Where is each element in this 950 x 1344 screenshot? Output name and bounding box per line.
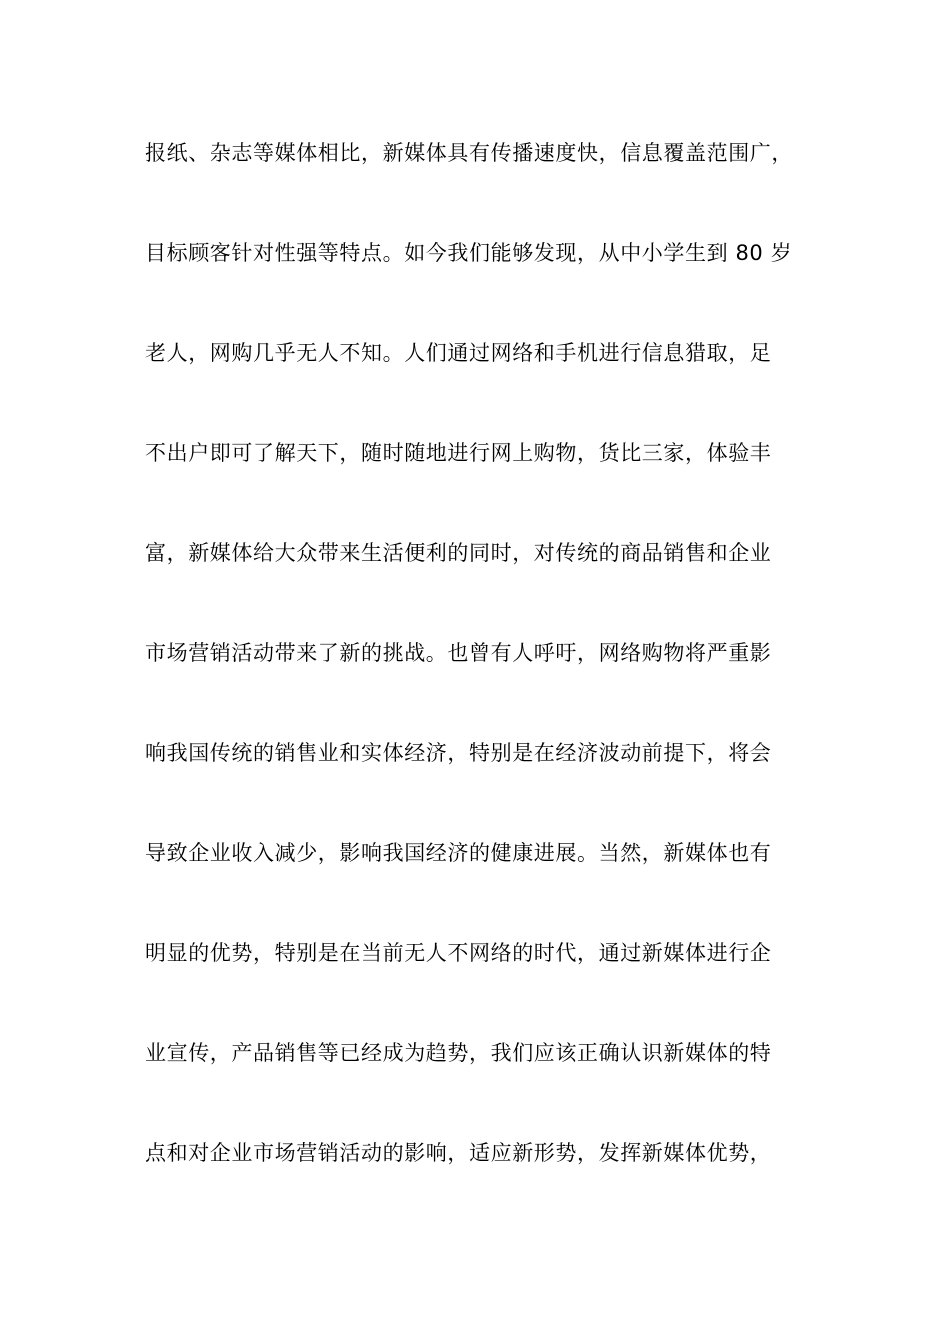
text-line-3: 老人，网购几乎无人不知。人们通过网络和手机进行信息猎取，足 [145,341,772,365]
text-line-10: 业宣传，产品销售等已经成为趋势，我们应该正确认识新媒体的特 [145,1041,772,1065]
text-line-2: 目标顾客针对性强等特点。如今我们能够发现，从中小学生到 80 岁 [145,241,793,265]
text-line-5: 富，新媒体给大众带来生活便利的同时，对传统的商品销售和企业 [145,541,772,565]
text-line-11: 点和对企业市场营销活动的影响，适应新形势，发挥新媒体优势， [145,1141,772,1165]
text-line-6: 市场营销活动带来了新的挑战。也曾有人呼吁，网络购物将严重影 [145,641,772,665]
text-line-9: 明显的优势，特别是在当前无人不网络的时代，通过新媒体进行企 [145,941,772,965]
text-line-8: 导致企业收入减少，影响我国经济的健康进展。当然，新媒体也有 [145,841,772,865]
body-text [145,131,825,1231]
text-line-7: 响我国传统的销售业和实体经济，特别是在经济波动前提下，将会 [145,741,772,765]
text-line-4: 不出户即可了解天下，随时随地进行网上购物，货比三家，体验丰 [145,441,772,465]
text-line-1: 报纸、杂志等媒体相比，新媒体具有传播速度快，信息覆盖范围广， [145,141,793,165]
